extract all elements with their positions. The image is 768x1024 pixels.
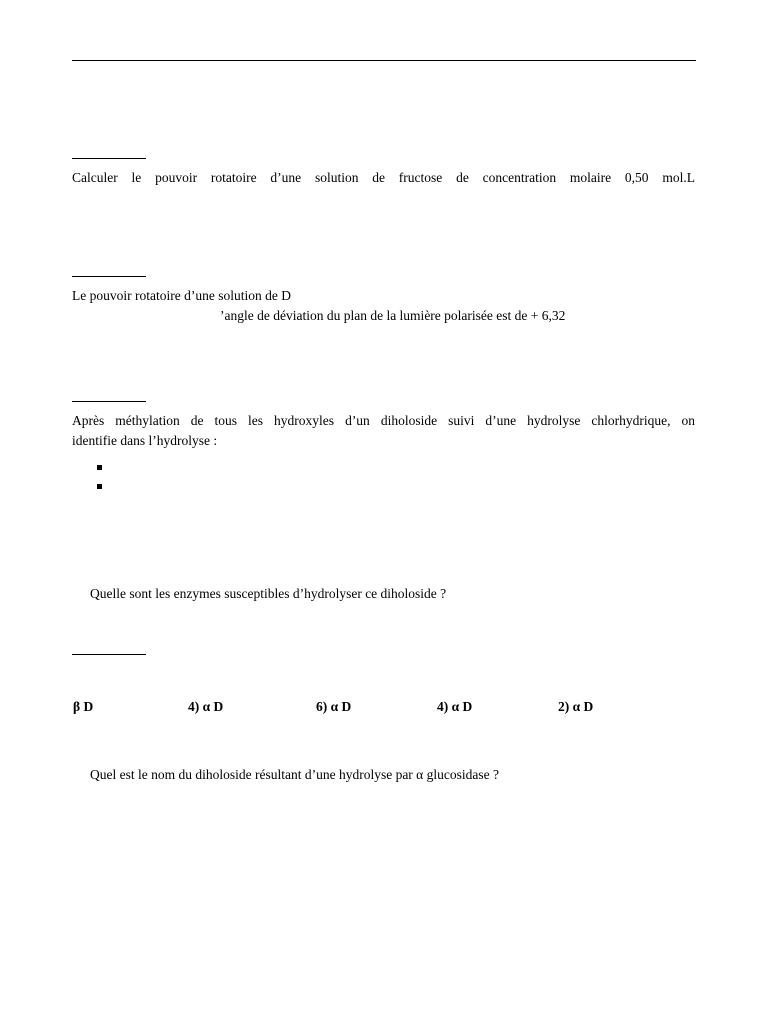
exercise-1-heading-rule (72, 158, 146, 159)
bullet-marker (97, 465, 102, 470)
sequence-item: 6) α D (316, 699, 352, 714)
sequence-item: 4) α D (437, 699, 473, 714)
exercise-4-question: Quel est le nom du diholoside résultant d’une hydrolyse par α glucosidase ? (90, 767, 499, 782)
header-rule (72, 60, 696, 61)
bullet-marker (97, 484, 102, 489)
exercise-3-question: Quelle sont les enzymes susceptibles d’hydrolyser ce diholoside ? (90, 586, 447, 601)
exercise-3-heading-rule (72, 401, 146, 402)
exercise-3-line-1: Après méthylation de tous les hydroxyles d’un diholoside suivi d’une hydrolyse chlorhydrique, on (72, 413, 695, 428)
exercise-3-line-2: identifie dans l’hydrolyse : (72, 433, 218, 448)
exercise-2-line-2: ’angle de déviation du plan de la lumière polarisée est de + 6,32 (220, 308, 566, 323)
exercise-2-line-1: Le pouvoir rotatoire d’une solution de D (72, 288, 291, 303)
sequence-item: 4) α D (188, 699, 224, 714)
exercise-2-heading-rule (72, 276, 146, 277)
exercise-4-heading-rule (72, 654, 146, 655)
exercise-1-text: Calculer le pouvoir rotatoire d’une solution de fructose de concentration molaire 0,50 mol.L (72, 170, 695, 185)
sequence-item: β D (73, 699, 94, 714)
sequence-item: 2) α D (558, 699, 594, 714)
